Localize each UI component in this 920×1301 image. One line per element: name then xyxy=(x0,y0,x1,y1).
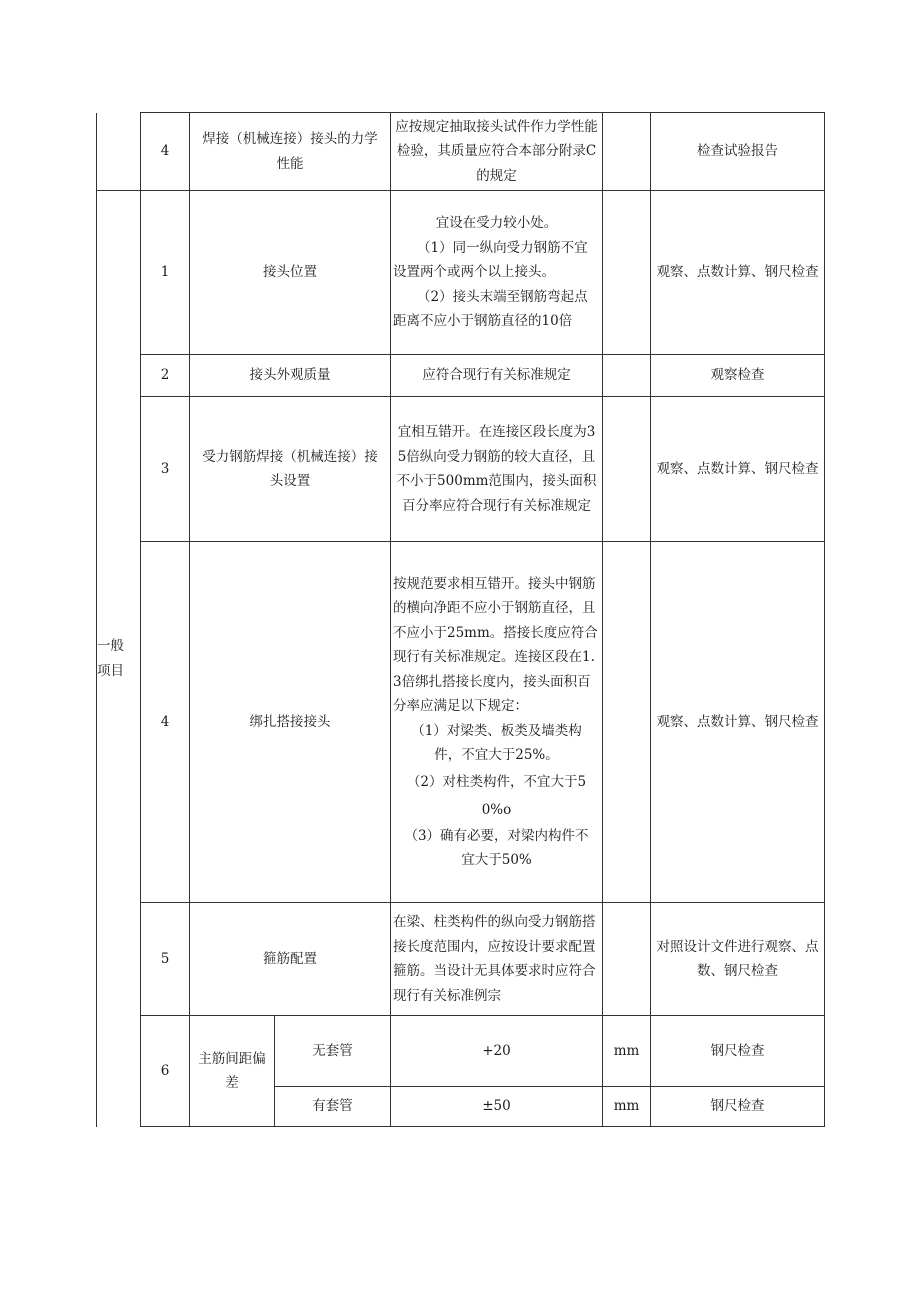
unit-cell xyxy=(603,113,651,191)
standard-text: （2）接头末端至钢筋弯起点距离不应小于钢筋直径的10倍 xyxy=(393,288,588,330)
section-label-cell xyxy=(97,113,141,191)
method-cell: 检查试验报告 xyxy=(651,113,825,191)
sub-item-name: 有套管 xyxy=(275,1087,391,1127)
standard-text: 在梁、柱类构件的纵向受力钢筋搭接长度范围内，应按设计要求配置箍筋。当设计无具体要求时应符合现行有关标准例宗 xyxy=(393,914,596,1004)
inspection-table xyxy=(96,112,825,1127)
row-number: 4 xyxy=(141,113,190,191)
item-name xyxy=(190,1016,275,1127)
table-row xyxy=(97,1016,825,1087)
row-number: 4 xyxy=(141,542,190,903)
standard-cell xyxy=(391,191,603,355)
table-row xyxy=(97,113,825,191)
method-cell: 观察、点数计算、钢尺检查 xyxy=(651,191,825,355)
method-cell: 观察检查 xyxy=(651,355,825,397)
unit-cell: mm xyxy=(603,1016,651,1087)
standard-text: 按规范要求相互错开。接头中钢筋的横向净距不应小于钢筋直径，且不应小于25mm。搭接长度应符合现行有关标准规定。连接区段在1.3倍绑扎搭接长度内，接头面积百分率应满足以下规定： xyxy=(393,575,598,714)
item-name: 接头外观质量 xyxy=(190,355,391,397)
unit-cell xyxy=(603,542,651,903)
standard-text: （2）对柱类构件，不宜大于50%o xyxy=(406,773,587,818)
row-number: 5 xyxy=(141,903,190,1016)
standard-cell xyxy=(391,113,603,191)
table-row xyxy=(97,397,825,542)
standard-cell: 应符合现行有关标准规定 xyxy=(391,355,603,397)
unit-cell: mm xyxy=(603,1087,651,1127)
standard-text: 宜设在受力较小处。 xyxy=(435,215,558,232)
method-cell: 钢尺检查 xyxy=(651,1087,825,1127)
standard-text: （3）确有必要，对梁内构件不宜大于50% xyxy=(404,827,589,868)
standard-text: 应按规定抽取接头试件作力学性能检验，其质量应符合本部分附录C的规定 xyxy=(395,118,598,184)
standard-cell xyxy=(391,397,603,542)
item-name xyxy=(190,113,391,191)
method-cell xyxy=(651,903,825,1016)
item-name: 绑扎搭接接头 xyxy=(190,542,391,903)
table-row xyxy=(97,191,825,355)
standard-text: （1）对梁类、板类及墙类构件，不宜大于25%。 xyxy=(411,722,582,763)
method-cell: 钢尺检查 xyxy=(651,1016,825,1087)
method-text: 对照设计文件进行观察、点数、钢尺检查 xyxy=(656,938,819,979)
table-row xyxy=(97,355,825,397)
unit-cell xyxy=(603,903,651,1016)
section-label-line: 一般 xyxy=(97,638,124,655)
method-cell: 观察、点数计算、钢尺检查 xyxy=(651,397,825,542)
standard-text: 宜相互错开。在连接区段长度为35倍纵向受力钢筋的较大直径，且不小于500mm范围内，接头面积百分率应符合现行有关标准规定 xyxy=(396,424,597,514)
item-name xyxy=(190,397,391,542)
row-number: 3 xyxy=(141,397,190,542)
row-number: 6 xyxy=(141,1016,190,1127)
unit-cell xyxy=(603,191,651,355)
standard-text: （1）同一纵向受力钢筋不宜设置两个或两个以上接头。 xyxy=(393,239,588,281)
standard-cell: +20 xyxy=(391,1016,603,1087)
sub-item-name: 无套管 xyxy=(275,1016,391,1087)
table-row xyxy=(97,542,825,903)
item-name-text: 主筋间距偏差 xyxy=(198,1050,266,1091)
standard-cell: ±50 xyxy=(391,1087,603,1127)
row-number: 1 xyxy=(141,191,190,355)
standard-cell xyxy=(391,542,603,903)
unit-cell xyxy=(603,355,651,397)
row-number: 2 xyxy=(141,355,190,397)
table-row xyxy=(97,903,825,1016)
standard-cell xyxy=(391,903,603,1016)
item-name: 箍筋配置 xyxy=(190,903,391,1016)
item-name-text: 受力钢筋焊接（机械连接）接头设置 xyxy=(202,448,378,489)
unit-cell xyxy=(603,397,651,542)
section-label-line: 项目 xyxy=(97,662,124,679)
item-name: 接头位置 xyxy=(190,191,391,355)
method-cell: 观察、点数计算、钢尺检查 xyxy=(651,542,825,903)
section-label-cell xyxy=(97,191,141,1127)
item-name-text: 焊接（机械连接）接头的力学性能 xyxy=(202,131,378,172)
